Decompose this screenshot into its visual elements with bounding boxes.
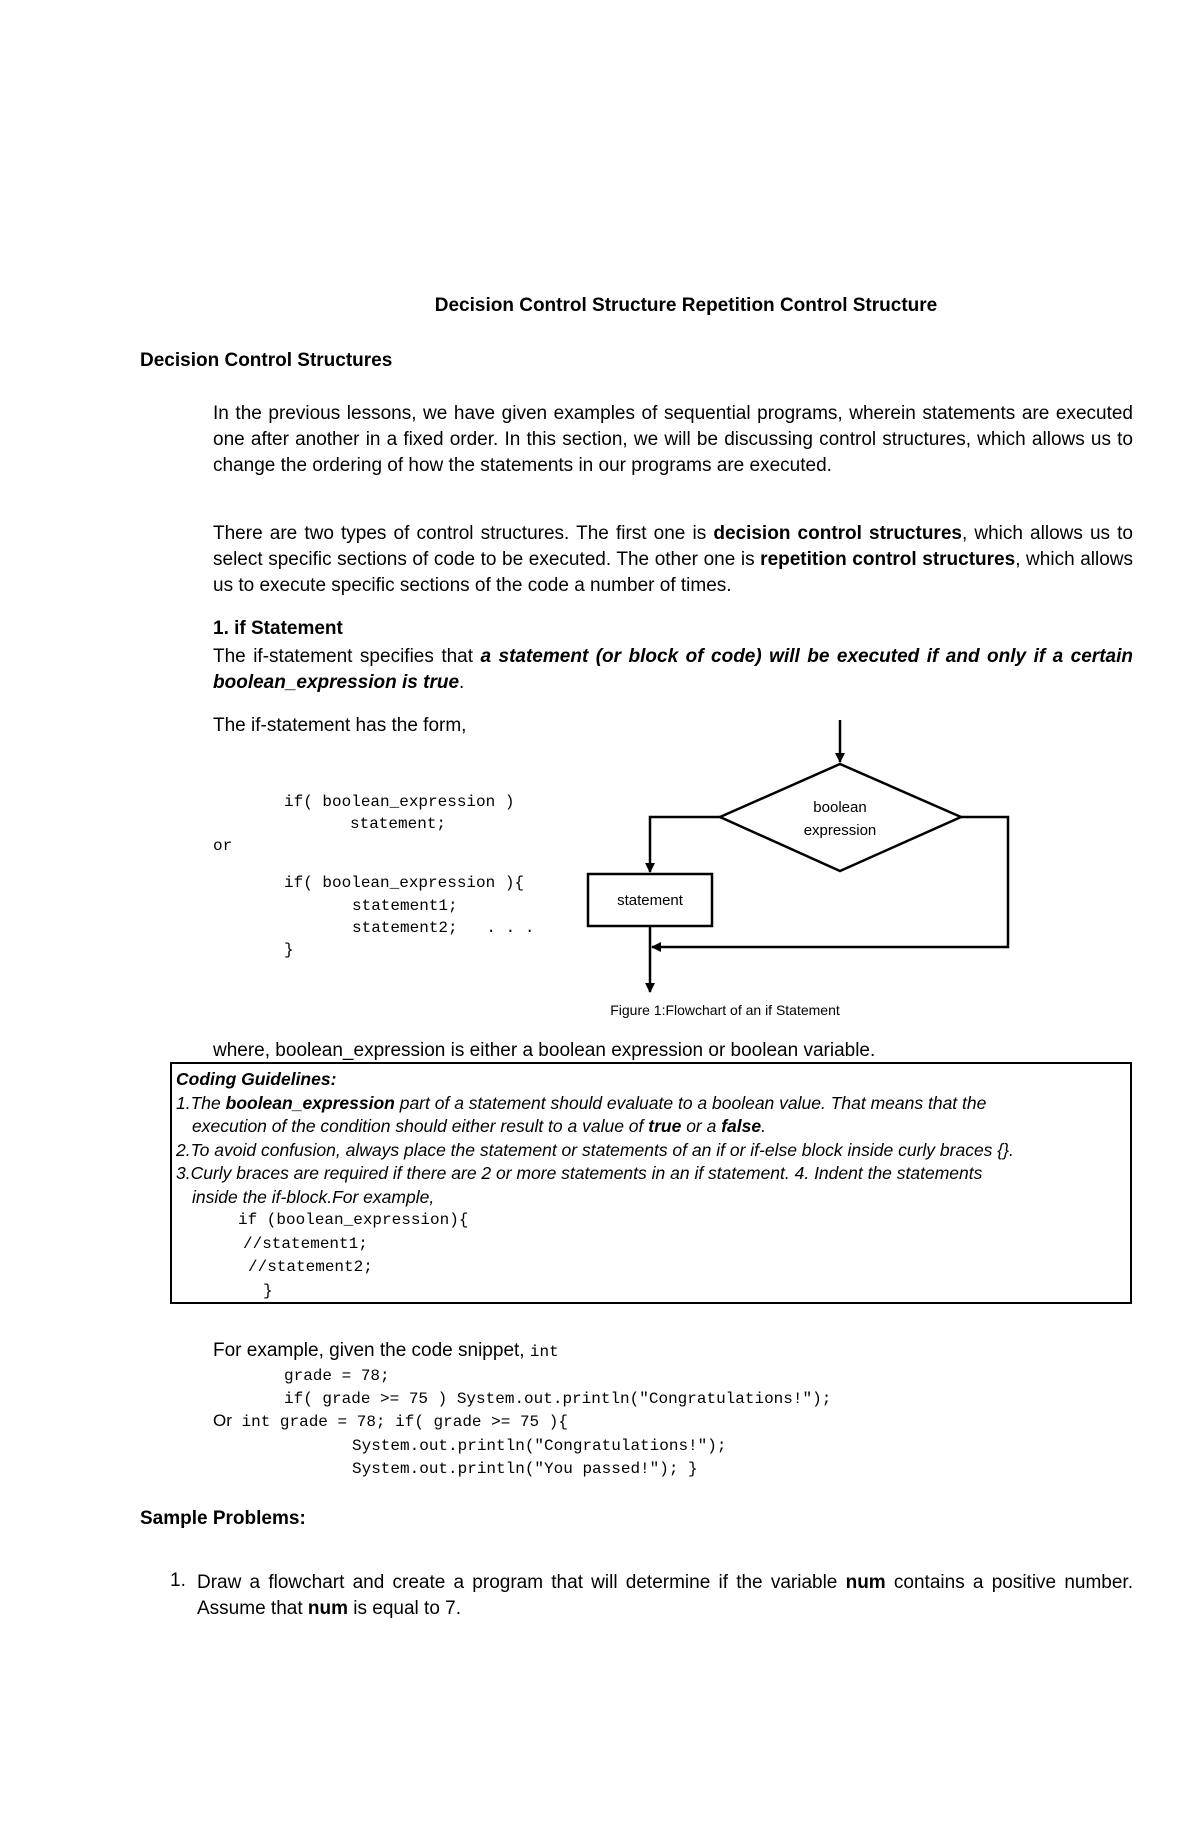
- example-or-line: [213, 1411, 568, 1433]
- code-form2-line2: statement1;: [352, 897, 458, 915]
- example-line3: int grade = 78; if( grade >= 75 ){: [231, 1413, 568, 1431]
- form-intro: The if-statement has the form,: [213, 715, 467, 736]
- types-paragraph: [213, 521, 1133, 599]
- p1-text-2: contains a positive number. Assume that: [197, 1572, 1133, 1619]
- if-flowchart: [560, 700, 1040, 1030]
- if-desc-text-1: The if-statement specifies that: [213, 646, 481, 667]
- example-or-word: Or: [213, 1411, 232, 1430]
- g1-text-mid: part of a statement should evaluate to a boolean value. That means that the: [394, 1092, 987, 1113]
- code-or: or: [213, 837, 233, 855]
- guideline-code-line4: }: [263, 1281, 273, 1300]
- page-title: Decision Control Structure Repetition Control Structure: [434, 295, 938, 316]
- statement-box-label: statement: [617, 892, 683, 909]
- guideline-item-3-cont: inside the if-block.For example,: [192, 1186, 435, 1207]
- code-form2-line3: statement2; . . .: [352, 919, 535, 937]
- guideline-item-1-cont: [176, 1115, 1126, 1139]
- example-line2: if( grade >= 75 ) System.out.println("Congratulations!");: [284, 1390, 832, 1408]
- code-form1-line1: if( boolean_expression ): [284, 793, 515, 811]
- p1-text-3: is equal to 7.: [348, 1598, 462, 1619]
- if-heading: 1. if Statement: [213, 618, 343, 639]
- g1-end: .: [761, 1116, 766, 1136]
- example-intro-code: int: [529, 1343, 559, 1361]
- sample-problems-heading: Sample Problems:: [140, 1508, 306, 1529]
- g1-line2: execution of the condition should either result to a value of: [192, 1116, 649, 1136]
- diamond-label-line1: boolean: [813, 799, 867, 816]
- problem-1-text: [197, 1570, 1133, 1622]
- types-text-3: , which allows us to execute specific sections of the code a number of times.: [213, 549, 1134, 596]
- types-bold-decision: decision control structures: [713, 523, 962, 544]
- section-heading: Decision Control Structures: [140, 350, 393, 371]
- figure-caption: Figure 1:Flowchart of an if Statement: [610, 1002, 840, 1018]
- guideline-code-line2: //statement1;: [243, 1234, 368, 1253]
- p1-bold-num-2: num: [307, 1598, 348, 1619]
- types-text-1: There are two types of control structures. The first one is: [213, 523, 714, 544]
- example-line4: System.out.println("Congratulations!");: [352, 1437, 727, 1455]
- code-form1-line2: statement;: [350, 815, 447, 833]
- if-desc-text-2: .: [459, 672, 465, 693]
- g1-or: or a: [681, 1116, 722, 1136]
- guideline-item-1: [176, 1092, 1126, 1116]
- types-text-2: , which allows us to select specific sections of code to be executed. The other one is: [213, 523, 1133, 570]
- p1-bold-num-1: num: [845, 1572, 886, 1593]
- types-bold-repetition: repetition control structures: [760, 549, 1016, 570]
- true-branch-arrow: [650, 817, 720, 872]
- guideline-item-2: 2.To avoid confusion, always place the statement or statements of an if or if-else block inside curly braces {}.: [176, 1139, 1014, 1160]
- guideline-code-line1: if (boolean_expression){: [238, 1211, 469, 1229]
- problem-1-number: 1.: [170, 1570, 186, 1591]
- guideline-item-3: 3.Curly braces are required if there are 2 or more statements in an if statement. 4. Indent the statements: [176, 1163, 983, 1183]
- example-line1: grade = 78;: [284, 1367, 390, 1385]
- intro-paragraph: In the previous lessons, we have given examples of sequential programs, wherein statements are executed one after another in a fixed order. In this section, we will be discussing control structures, which allows us to change the ordering of how the statements in our programs are executed.: [213, 403, 1133, 476]
- guideline-code-line3: //statement2;: [248, 1258, 373, 1276]
- example-line5: System.out.println("You passed!"); }: [352, 1460, 698, 1478]
- coding-guidelines-box: [170, 1062, 1132, 1304]
- g1-false: false: [721, 1116, 762, 1136]
- g1-true: true: [648, 1116, 682, 1136]
- example-intro: [213, 1340, 559, 1362]
- p1-text-1: Draw a flowchart and create a program that will determine if the variable: [197, 1572, 846, 1593]
- where-text: where, boolean_expression is either a boolean expression or boolean variable.: [213, 1040, 876, 1061]
- if-description: [213, 644, 1133, 696]
- g1-bold: boolean_expression: [225, 1092, 395, 1113]
- diamond-label-line2: expression: [803, 822, 877, 839]
- g1-text-pre: 1.The: [176, 1092, 226, 1113]
- code-form2-line1: if( boolean_expression ){: [284, 874, 525, 892]
- decision-diamond: [720, 764, 961, 871]
- guidelines-heading: Coding Guidelines:: [176, 1069, 337, 1089]
- example-intro-text: For example, given the code snippet,: [213, 1340, 530, 1361]
- code-form2-line4: }: [284, 941, 294, 959]
- if-desc-emphasis: a statement (or block of code) will be executed if and only if a certain boolean_expression is true: [213, 646, 1133, 693]
